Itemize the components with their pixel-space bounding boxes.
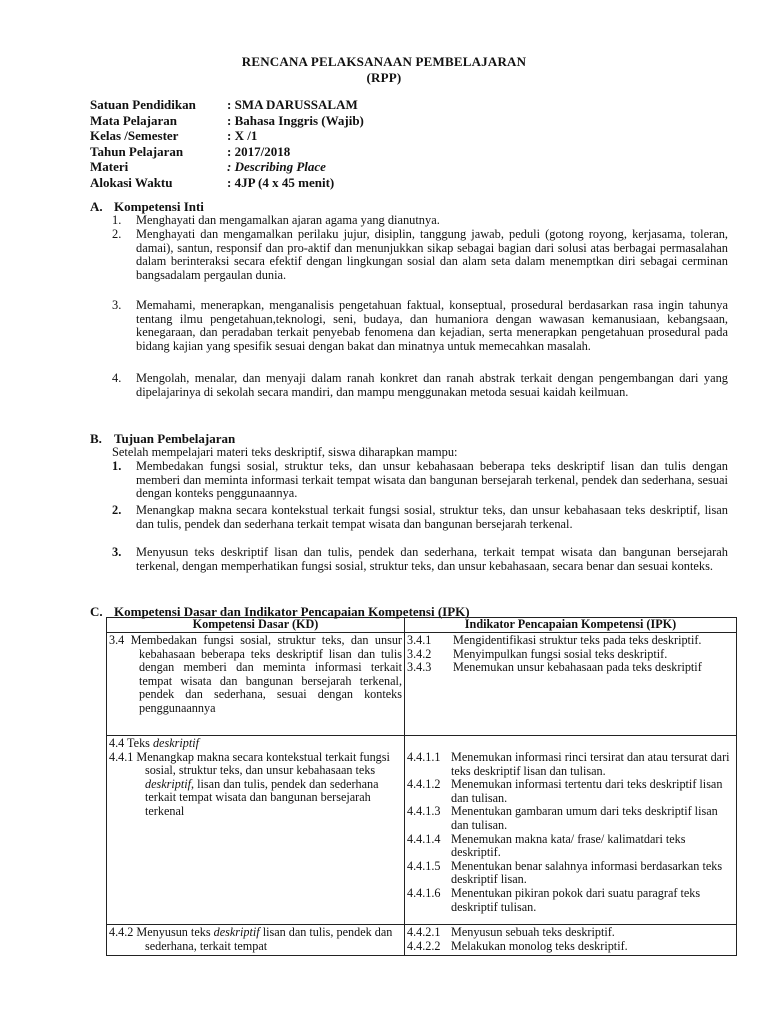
column-header-ipk: Indikator Pencapaian Kompetensi (IPK) [405,618,737,633]
list-item: 2. Menghayati dan mengamalkan perilaku jujur, disiplin, tanggung jawab, peduli (gotong royong, kerjasama, toleran, damai), santun, responsif dan pro-aktif dan menunjukkan sikap sebagai bagian dari solusi atas berbagai permasalahan dalam berinteraksi secara efektif dengan lingkungan sosial dan alam seta dalam menemptkan diri sebagai cerminan bangsadalam pergaulan dunia. [112,227,728,282]
ipk-entry: 3.4.1 Mengidentifikasi struktur teks pada teks deskriptif. [407,633,702,647]
ipk-cell [405,633,737,736]
section-a-heading: A. Kompetensi Inti [90,199,204,214]
list-item: 3. Memahami, menerapkan, menganalisis pengetahuan faktual, konseptual, prosedural berdasarkan rasa ingin tahunya tentang ilmu pengetahuan,teknologi, seni, budaya, dan humaniora dengan wawasan kemanusiaan, kebangsaan, kenegaraan, dan peradaban terkait penyebab fenomena dan kejadian, serta menerapkan pengetahuan prosedural pada bidang kajian yang spesifik sesuai dengan bakat dan minatnya untuk memecahkan masalah. [112,298,728,353]
ipk-entry: 4.4.1.3 Menentukan gambaran umum dari teks deskriptif lisan dan tulisan. [407,804,718,832]
ipk-entry: 3.4.2 Menyimpulkan fungsi sosial teks deskriptif. [407,646,668,661]
section-c-heading: C. Kompetensi Dasar dan Indikator Pencapaian Kompetensi (IPK) [90,604,470,619]
section-b-intro: Setelah mempelajari materi teks deskriptif, siswa diharapkan mampu: [112,445,458,459]
ipk-cell [405,925,737,956]
identity-row: Tahun Pelajaran : 2017/2018 [90,143,291,159]
kd-entry: 4.4.1 Menangkap makna secara kontekstual terkait fungsi sosial, struktur teks, dan unsur kebahasaan teks deskriptif, lisan dan tulis, pendek dan sederhana terkait tempat wisata dan bangunan bersejarah terkenal [109,749,390,818]
identity-row: Alokasi Waktu : 4JP (4 x 45 menit) [90,174,335,190]
identity-row: Kelas /Semester : X /1 [90,128,258,143]
ipk-entry: 4.4.1.2 Menemukan informasi tertentu dari teks deskriptif lisan dan tulisan. [407,777,723,805]
list-item: 4. Mengolah, menalar, dan menyaji dalam ranah konkret dan ranah abstrak terkait dengan pengembangan dari yang dipelajarinya di sekolah secara mandiri, dan mampu menggunakan metoda sesuai kaidah keilmuan. [112,371,728,399]
ipk-entry: 4.4.2.2 Melakukan monolog teks deskriptif. [407,938,628,953]
table-header-row [107,618,737,633]
identity-row: Mata Pelajaran : Bahasa Inggris (Wajib) [90,112,364,128]
table-row [107,633,737,736]
list-item: 2. Menangkap makna secara kontekstual terkait fungsi sosial, struktur teks, dan unsur kebahasaan teks deskriptif, lisan dan tulis, pendek dan sederhana terkait tempat wisata dan bangunan bersejarah terkenal. [112,503,728,531]
ipk-cell [405,736,737,925]
identity-block [90,97,364,190]
list-item: 3. Menyusun teks deskriptif lisan dan tulis, pendek dan sederhana, terkait tempat wisata dan bangunan bersejarah terkenal, dengan memperhatikan fungsi sosial, struktur teks, dan unsur kebahasaan, secara benar dan sesuai konteks. [112,545,728,573]
kd-cell: 3.4 Membedakan fungsi sosial, struktur teks, dan unsur kebahasaan beberapa teks deskriptif lisan dan tulis dengan memberi dan meminta informasi terkait tempat wisata dan bangunan bersejarah terkenal, pendek dan sederhana, sesuai dengan konteks penggunaannya [107,633,405,736]
ipk-entry: 4.4.1.1 Menemukan informasi rinci tersirat dan atau tersurat dari teks deskriptif lisan dan tulisan. [407,750,730,778]
column-header-kd: Kompetensi Dasar (KD) [107,618,405,633]
document-title: RENCANA PELAKSANAAN PEMBELAJARAN [241,54,527,69]
table-row [107,736,737,925]
ipk-entry: 4.4.1.4 Menemukan makna kata/ frase/ kalimatdari teks deskriptif. [407,831,686,860]
kd-entry: 4.4.2 Menyusun teks deskriptif lisan dan tulis, pendek dan sederhana, terkait tempat [109,925,393,953]
kd-subheading: 4.4 Teks deskriptif [109,736,199,750]
kd-cell [107,736,405,925]
identity-row: Satuan Pendidikan : SMA DARUSSALAM [90,97,358,112]
ipk-entry: 4.4.2.1 Menyusun sebuah teks deskriptif. [407,925,615,939]
section-b-heading: B. Tujuan Pembelajaran [90,431,236,446]
list-item: 1. Menghayati dan mengamalkan ajaran agama yang dianutnya. [112,213,440,227]
list-item: 1. Membedakan fungsi sosial, struktur teks, dan unsur kebahasaan beberapa teks deskriptif lisan dan tulis dengan memberi dan meminta informasi terkait tempat wisata dan bangunan bersejarah terkenal, pendek dan sederhana, sesuai dengan konteks penggunaannya. [112,459,728,501]
kd-ipk-table [106,617,737,956]
ipk-entry: 3.4.3 Menemukan unsur kebahasaan pada teks deskriptif [407,660,702,675]
table-row [107,925,737,956]
ipk-entry: 4.4.1.6 Menentukan pikiran pokok dari suatu paragraf teks deskriptif tulisan. [407,885,701,914]
kd-cell [107,925,405,956]
document-subtitle: (RPP) [366,70,402,85]
identity-row: Materi : Describing Place [90,159,326,174]
ipk-entry: 4.4.1.5 Menentukan benar salahnya informasi berdasarkan teks deskriptif lisan. [407,858,723,887]
